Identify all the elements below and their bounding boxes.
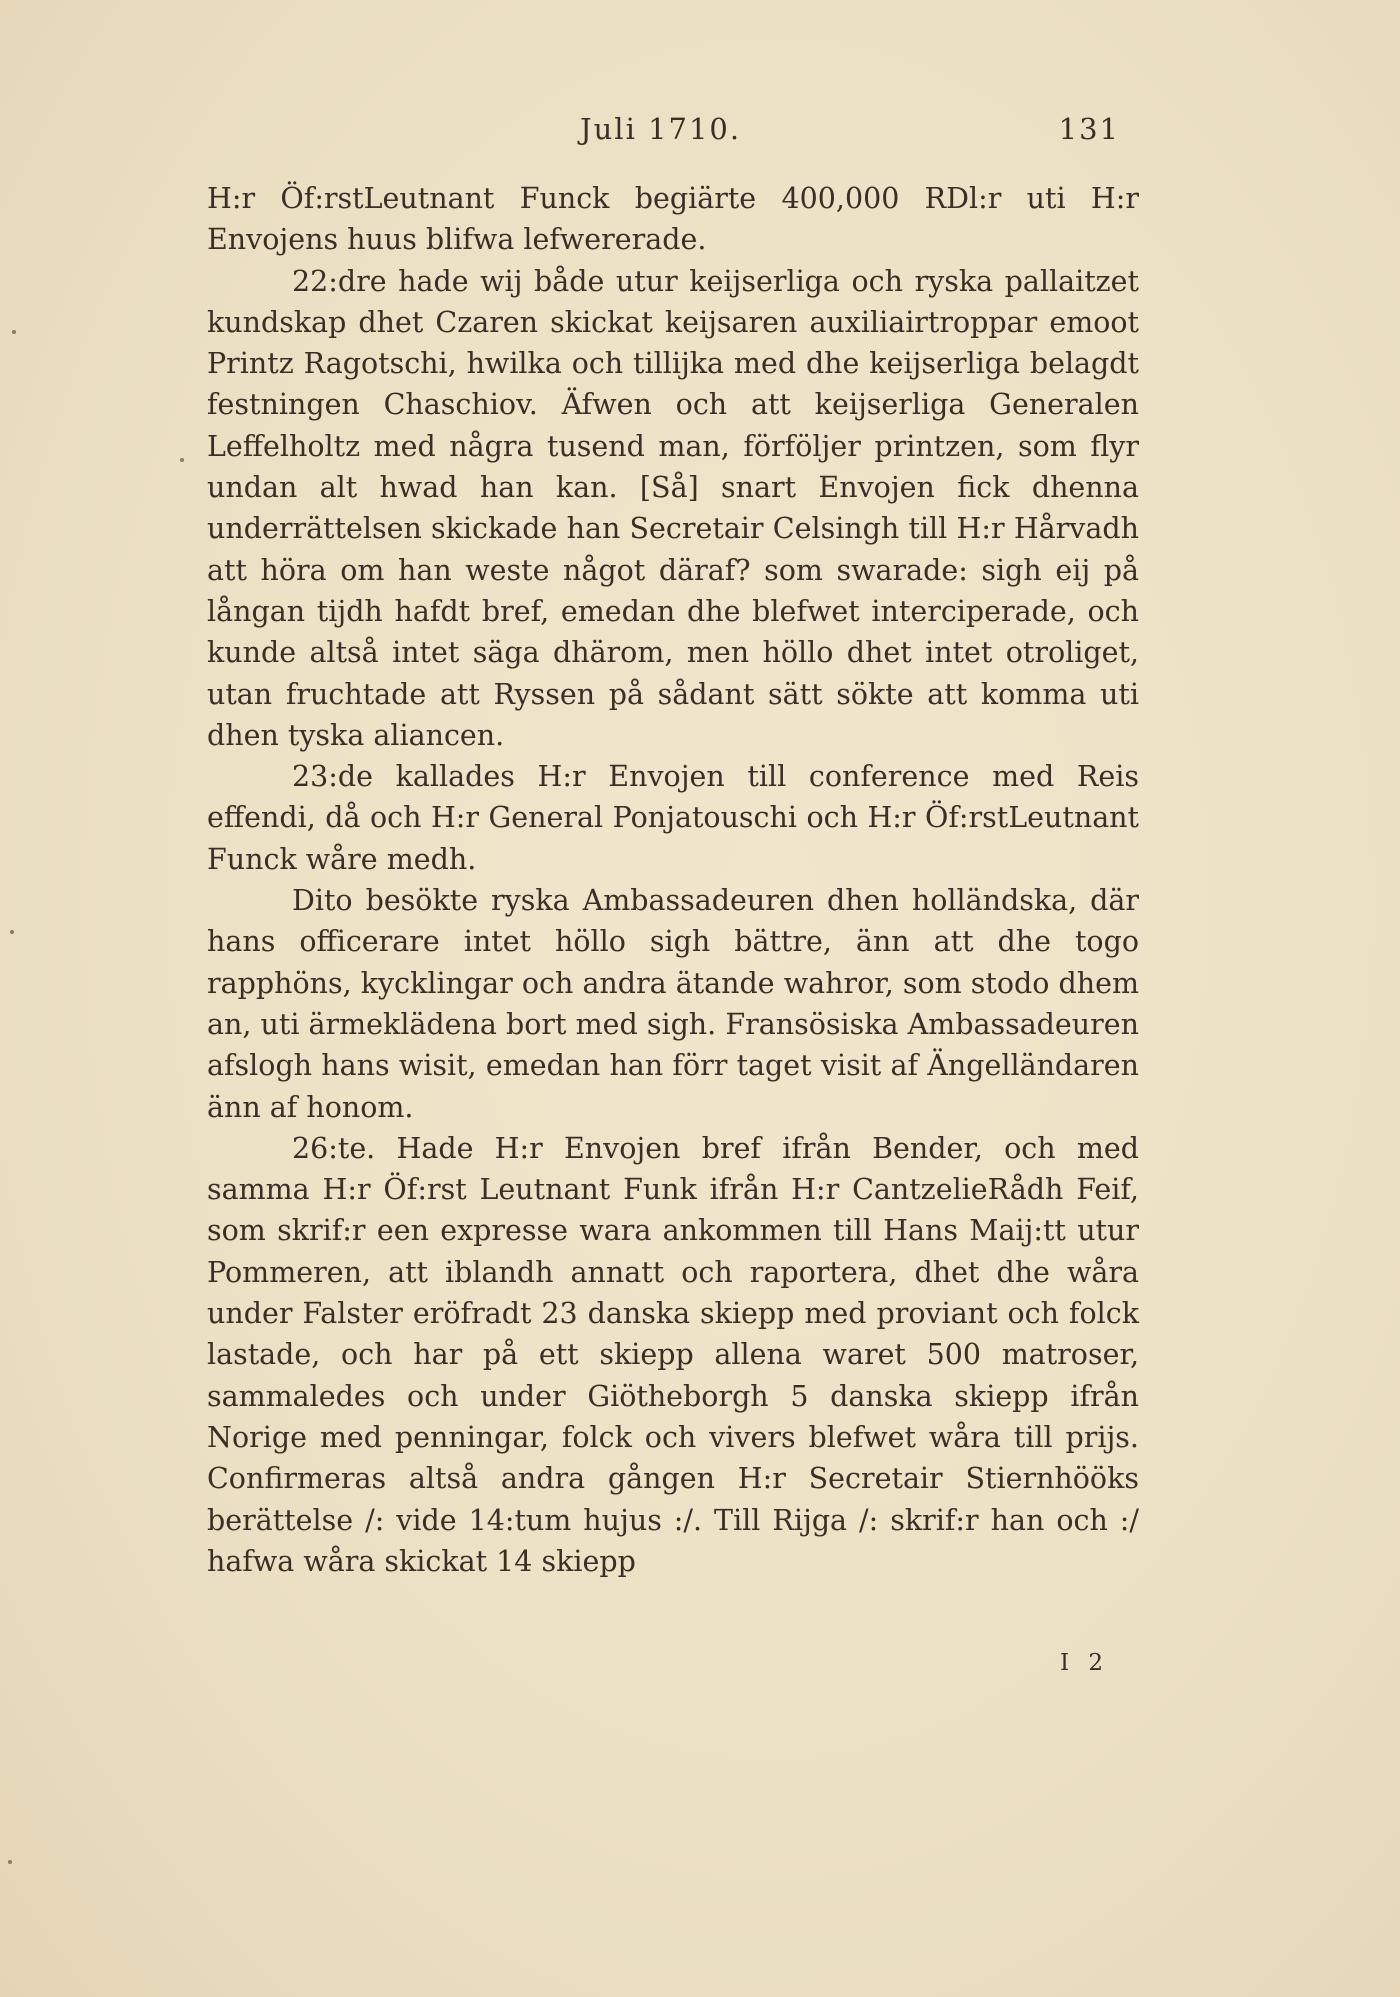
body-text	[207, 178, 1139, 1582]
paragraph: 23:de kallades H:r Envojen till conference med Reis effendi, då och H:r General Ponjatouschi och H:r Öf:rstLeutnant Funck wåre medh.	[207, 760, 1139, 876]
paragraph: 22:dre hade wij både utur keijserliga och ryska pallaitzet kundskap dhet Czaren skickat keijsaren auxiliairtroppar emoot Printz Ragotschi, hwilka och tillijka med dhe keijserliga belagdt festningen Chaschiov. Äfwen och att keijserliga Generalen Leffelholtz med några tusend man, förföljer printzen, som flyr undan alt hwad han kan. [Så] snart Envojen fick dhenna underrättelsen skickade han Secretair Celsingh till H:r Hårvadh att höra om han weste något däraf? som swarade: sigh eij på långan tijdh hafdt bref, emedan dhe blefwet interciperade, och kunde altså intet säga dhärom, men höllo dhet intet otroliget, utan fruchtade att Ryssen på sådant sätt sökte att komma uti dhen tyska aliancen.	[207, 264, 1139, 752]
margin-speck	[12, 330, 16, 334]
paragraph: 26:te. Hade H:r Envojen bref ifrån Bender, och med samma H:r Öf:rst Leutnant Funk ifrån H:r CantzelieRådh Feif, som skrif:r een expresse wara ankommen till Hans Maij:tt utur Pommeren, att iblandh annatt och raportera, dhet dhe wåra under Falster eröfradt 23 danska skiepp med proviant och folck lastade, och har på ett skiepp allena waret 500 matroser, sammaledes och under Giötheborgh 5 danska skiepp ifrån Norige med penningar, folck och vivers blefwet wåra till prijs. Confirmeras altså andra gången H:r Secretair Stiernhööks berättelse /: vide 14:tum hujus :/. Till Rijga /: skrif:r han och :/ hafwa wåra skickat 14 skiepp	[207, 1131, 1139, 1578]
running-title: Juli 1710.	[580, 112, 742, 146]
paragraph: Dito besökte ryska Ambassadeuren dhen holländska, där hans officerare intet höllo sigh bättre, änn att dhe togo rapphöns, kycklingar och andra ätande wahror, som stodo dhem an, uti ärmeklädena bort med sigh. Fransösiska Ambassadeuren afslogh hans wisit, emedan han förr taget visit af Ängelländaren änn af honom.	[207, 884, 1139, 1124]
page-number: 131	[1058, 112, 1120, 146]
margin-speck	[8, 1860, 12, 1864]
paragraph: H:r Öf:rstLeutnant Funck begiärte 400,000 RDl:r uti H:r Envojens huus blifwa lefwererade.	[207, 182, 1139, 257]
signature-mark: I 2	[1060, 1650, 1110, 1676]
margin-speck	[10, 930, 14, 934]
margin-speck	[180, 458, 184, 462]
page-header	[580, 112, 1120, 152]
